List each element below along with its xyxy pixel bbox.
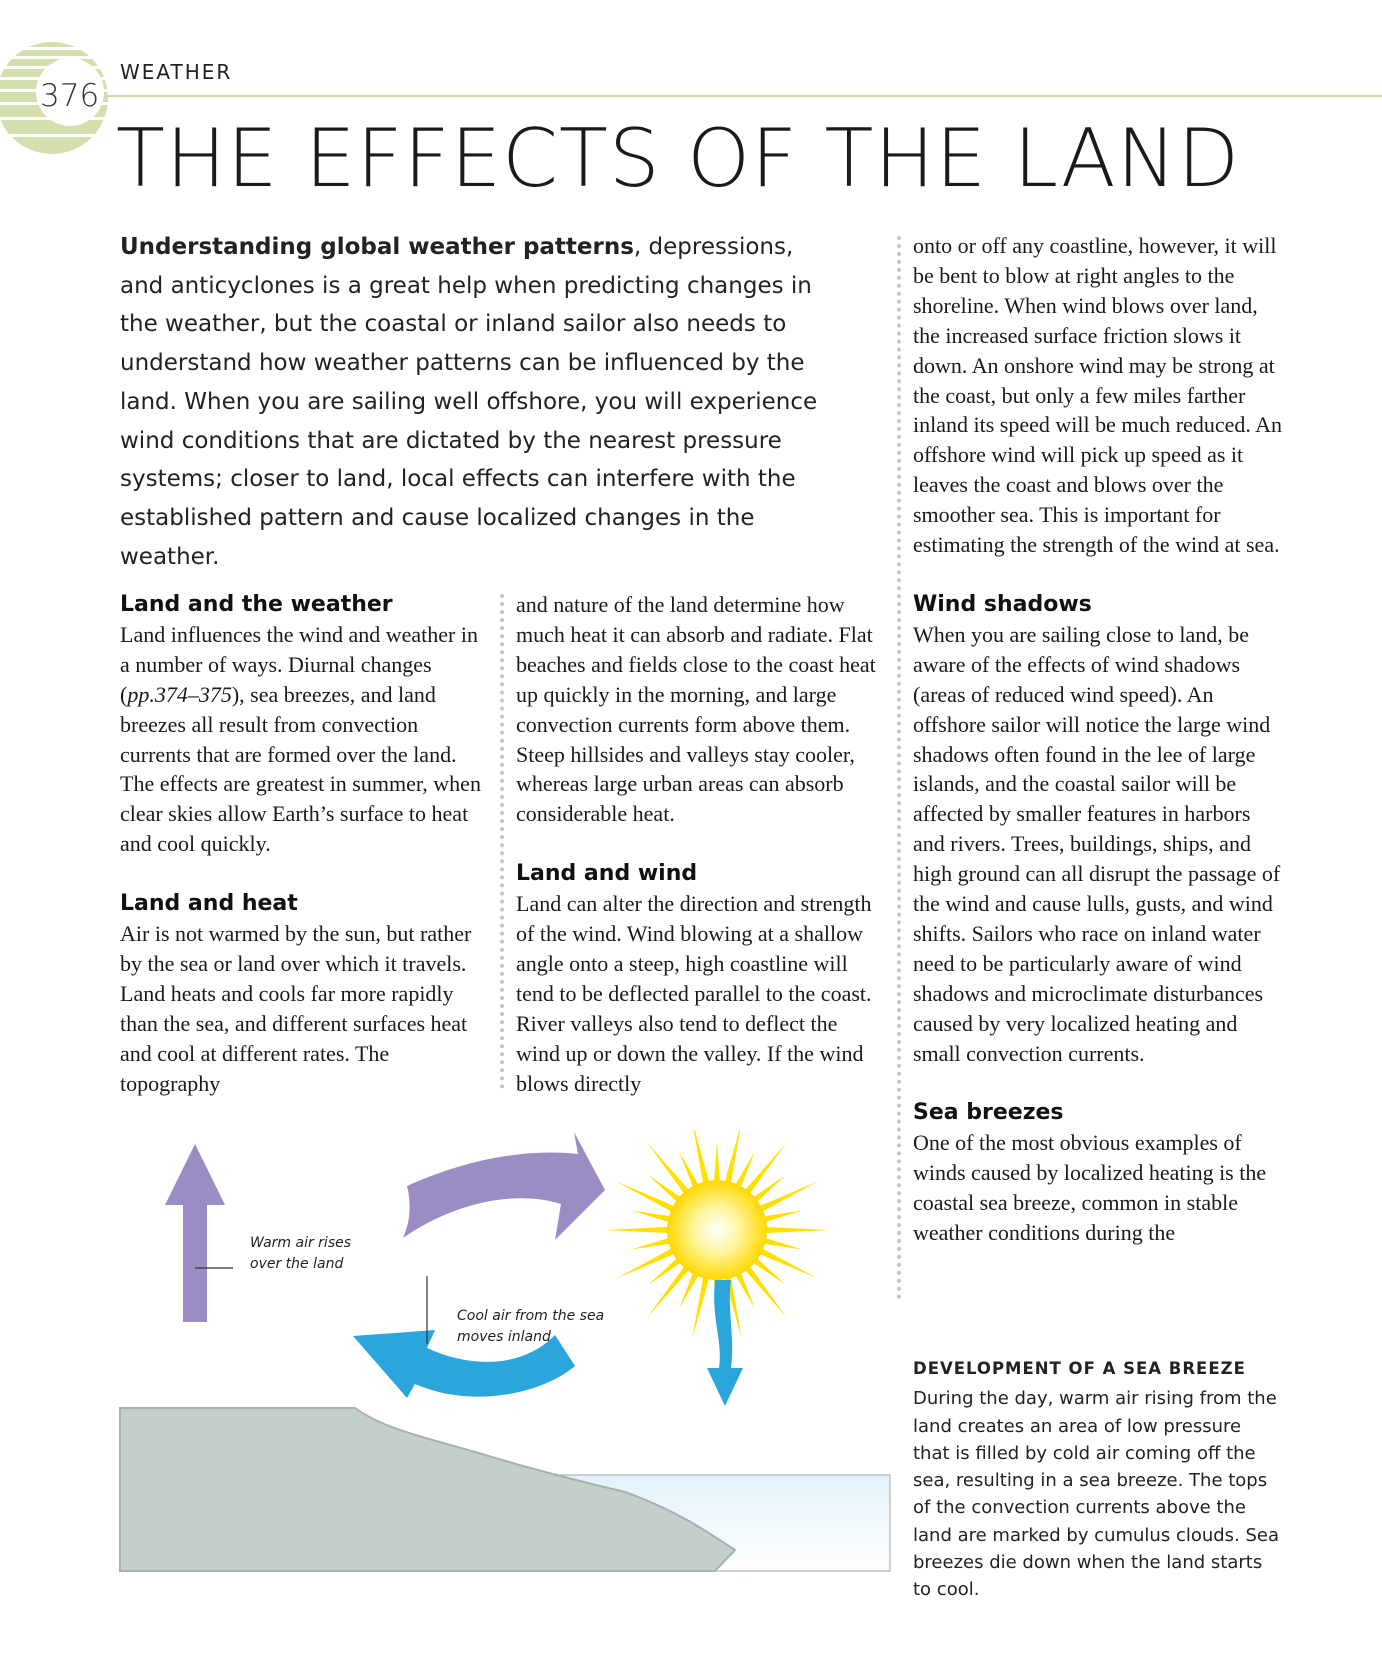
sun-ray	[692, 1130, 710, 1186]
caption-title: DEVELOPMENT OF A SEA BREEZE	[913, 1359, 1246, 1378]
cool-descending-arrow	[707, 1280, 743, 1406]
header-rule	[106, 95, 1382, 97]
sun-ray	[616, 1247, 677, 1279]
diagram-caption	[913, 1355, 1283, 1604]
body-land-wind-continued: onto or off any coastline, however, it will be bent to blow at right angles to the shoreline. When wind blows over land, the increased surface friction slows it down. An onshore wind may be strong at the coast, but only a few miles farther inland its speed will be much reduced. An offshore wind will pick up speed as it leaves the coast and blows over the smoother sea. This is important for estimating the strength of the wind at sea.	[913, 233, 1283, 558]
sun-ray	[761, 1237, 803, 1250]
body-sea-breezes: One of the most obvious examples of winds caused by localized heating is the coastal sea breeze, common in stable weather conditions during the	[913, 1130, 1267, 1246]
sea-breeze-diagram	[115, 1130, 895, 1580]
column-divider	[897, 236, 901, 1300]
label-cool-air: Cool air from the sea moves inland	[457, 1308, 605, 1345]
body-text: Land influences the wind and weather in a number of ways. Diurnal changes (	[120, 621, 478, 707]
page-number: 376	[40, 78, 100, 114]
heading-wind-shadows: Wind shadows	[913, 591, 1092, 617]
intro-paragraph	[120, 228, 840, 576]
heading-land-heat: Land and heat	[120, 891, 298, 917]
convection-arrow	[403, 1132, 605, 1240]
sun-ray	[757, 1181, 818, 1213]
sun-ray	[757, 1247, 818, 1279]
sun-ray	[743, 1142, 787, 1196]
warm-air-arrow	[165, 1144, 225, 1322]
intro-lead: Understanding global weather patterns	[120, 234, 634, 260]
caption-text: During the day, warm air rising from the land creates an area of low pressure that is filled by cold air coming off the sea, resulting in a sea breeze. The tops of the convection currents above the land are marked by cumulus clouds. Sea breezes die down when the land starts to cool.	[913, 1388, 1280, 1601]
sun-ray	[724, 1130, 742, 1186]
body-land-heat-continued: and nature of the land determine how much heat it can absorb and radiate. Flat beaches and fields close to the coast heat up quickly in the morning, and large convection currents form above them. Steep hillsides and valleys stay cooler, whereas large urban areas can absorb considerable heat.	[516, 592, 876, 827]
sun-ray	[647, 1264, 691, 1318]
body-land-heat: Air is not warmed by the sun, but rather by the sea or land over which it travels. Land heats and cools far more rapidly than the sea, and different surfaces heat and cool at different rates. The topography	[120, 921, 472, 1096]
section-label: WEATHER	[120, 60, 233, 84]
sun-ray	[647, 1142, 691, 1196]
page-reference: pp.374–375	[127, 681, 232, 707]
body-land-wind: Land can alter the direction and strength of the wind. Wind blowing at a shallow angle onto a steep, high coastline will tend to be deflected parallel to the coast. River valleys also tend to deflect the wind up or down the valley. If the wind blows directly	[516, 891, 872, 1096]
intro-text: , depressions, and anticyclones is a great help when predicting changes in the weather, but the coastal or inland sailor also needs to understand how weather patterns can be influenced by the land. When you are sailing well offshore, you will experience wind conditions that are dictated by the nearest pressure systems; closer to land, local effects can interfere with the established pattern and cause localized changes in the weather.	[120, 234, 818, 570]
heading-land-weather: Land and the weather	[120, 592, 393, 617]
sun-ray	[631, 1237, 673, 1250]
column-2	[516, 590, 886, 1099]
label-warm-air: Warm air rises over the land	[250, 1235, 352, 1272]
sun-ray	[605, 1227, 671, 1233]
sun-ray	[743, 1264, 787, 1318]
column-3	[913, 231, 1283, 1248]
column-1	[120, 590, 490, 1099]
heading-land-wind: Land and wind	[516, 861, 698, 887]
column-divider	[500, 594, 504, 1089]
sun-ray	[616, 1181, 677, 1213]
sun-ray	[714, 1142, 720, 1184]
sun-ray	[761, 1210, 803, 1223]
body-wind-shadows: When you are sailing close to land, be aware of the effects of wind shadows (areas of reduced wind speed). An offshore sailor will notice the large wind shadows often found in the lee of large islands, and the coastal sailor will be affected by smaller features in harbors and rivers. Trees, buildings, ships, and high ground can all disrupt the passage of the wind and cause lulls, gusts, and wind shifts. Sailors who race on inland water need to be particularly aware of wind shadows and microclimate disturbances caused by very localized heating and small convection currents.	[913, 621, 1281, 1066]
heading-sea-breezes: Sea breezes	[913, 1100, 1064, 1126]
body-land-weather	[120, 620, 490, 859]
sun-ray	[692, 1274, 710, 1339]
sun-ray	[631, 1210, 673, 1223]
sun-ray	[763, 1227, 829, 1233]
page-title: THE EFFECTS OF THE LAND	[116, 112, 1241, 205]
body-text: ), sea breezes, and land breezes all result from convection currents that are formed over the land. The effects are greatest in summer, when clear skies allow Earth’s surface to heat and cool quickly.	[120, 681, 481, 857]
